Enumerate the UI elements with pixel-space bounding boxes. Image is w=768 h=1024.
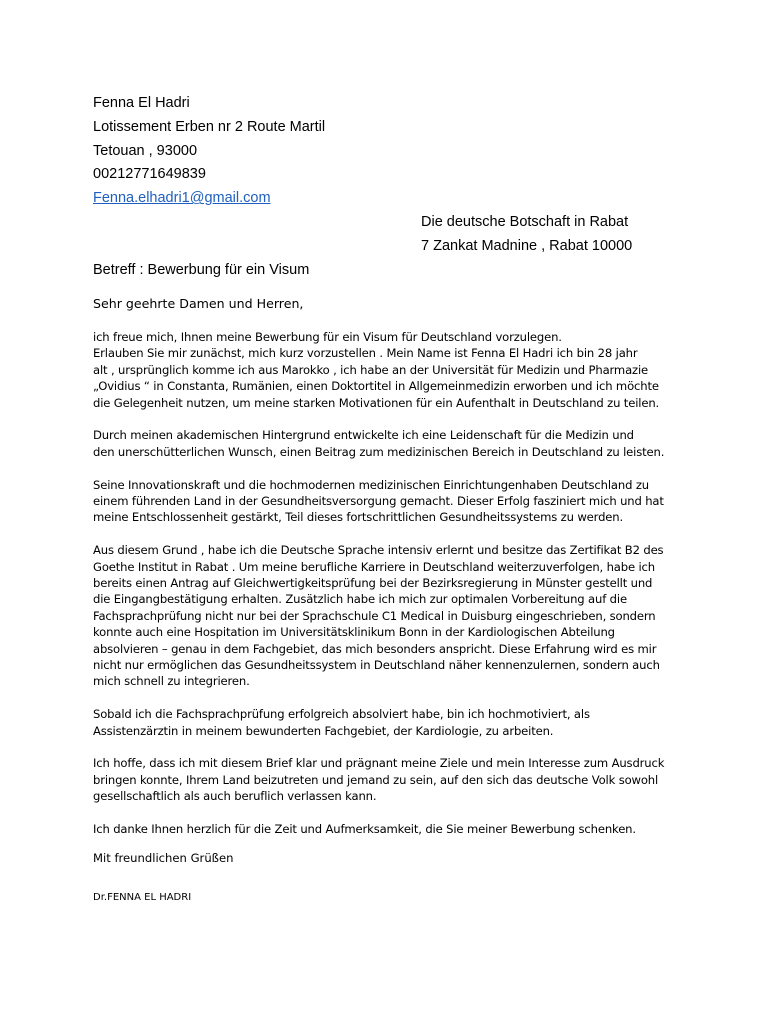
recipient-address: 7 Zankat Madnine , Rabat 10000 xyxy=(421,237,633,254)
sender-address-block xyxy=(93,92,325,211)
salutation: Sehr geehrte Damen und Herren, xyxy=(93,296,304,311)
paragraph-background: Durch meinen akademischen Hintergrund entwickelte ich eine Leidenschaft für die Medizin und den unerschütterlichen Wunsch, einen Beitrag zum medizinischen Bereich in Deutschland zu leisten. xyxy=(93,428,665,459)
recipient-address-block xyxy=(421,211,632,259)
paragraph-germany: Seine Innovationskraft und die hochmodernen medizinischen Einrichtungenhaben Deutschland zu einem führenden Land in der Gesundheitsversorgung gemacht. Dieser Erfolg fasziniert mich und hat meine Entschlossenheit gestärkt, Teil dieses fortschrittlichen Gesundheitssystems zu werden. xyxy=(93,477,664,525)
letter-body xyxy=(93,329,683,838)
sender-street: Lotissement Erben nr 2 Route Martil xyxy=(93,118,326,135)
paragraph-introduction: ich freue mich, Ihnen meine Bewerbung für ein Visum für Deutschland vorzulegen. Erlauben Sie mir zunächst, mich kurz vorzustellen . Mein Name ist Fenna El Hadri ich bin 28 jahr alt , ursprünglich komme ich aus Marokko , ich habe an der Universität für Medizin und Pharmazie „Ovidius “ in Constanta, Rumänien, einen Doktortitel in Allgemeinmedizin erworben und ich möchte die Gelegenheit nutzen, um meine starken Motivationen für ein Aufenthalt in Deutschland zu teilen. xyxy=(93,330,660,410)
sender-phone: 00212771649839 xyxy=(93,166,206,183)
sender-name: Fenna El Hadri xyxy=(93,95,190,111)
sender-email-link[interactable]: Fenna.elhadri1@gmail.com xyxy=(93,190,271,207)
closing-phrase: Mit freundlichen Grüßen xyxy=(93,851,234,865)
paragraph-hope: Ich hoffe, dass ich mit diesem Brief klar und prägnant meine Ziele und mein Interesse zum Ausdruck bringen konnte, Ihrem Land beizutreten und jemand zu sein, auf den sich das deutsche Volk sowohl gesellschaftlich als auch beruflich verlassen kann. xyxy=(93,756,665,804)
recipient-name: Die deutsche Botschaft in Rabat xyxy=(421,214,629,230)
sender-city: Tetouan , 93000 xyxy=(93,142,198,159)
paragraph-goal: Sobald ich die Fachsprachprüfung erfolgreich absolviert habe, bin ich hochmotiviert, als Assistenzärztin in meinem bewunderten Fachgebiet, der Kardiologie, zu arbeiten. xyxy=(93,707,590,738)
signature: Dr.FENNA EL HADRI xyxy=(93,892,192,903)
paragraph-preparation: Aus diesem Grund , habe ich die Deutsche Sprache intensiv erlernt und besitze das Zertifikat B2 des Goethe Institut in Rabat . Um meine berufliche Karriere in Deutschland weiterzuverfolgen, habe ich bereits einen Antrag auf Gleichwertigkeitsprüfung bei der Bezirksregierung in Münster gestellt und die Eingangbestätigung erhalten. Zusätzlich habe ich mich zur optimalen Vorbereitung auf die Fachsprachprüfung nicht nur bei der Sprachschule C1 Medical in Duisburg eingeschrieben, sondern konnte auch eine Hospitation im Universitätsklinikum Bonn in der Kardiologischen Abteilung absolvieren – genau in dem Fachgebiet, das mich besonders anspricht. Diese Erfahrung wird es mir nicht nur ermöglichen das Gesundheitssystem in Deutschland näher kennenzulernen, sondern auch mich schnell zu integrieren. xyxy=(93,543,664,689)
subject-line: Betreff : Bewerbung für ein Visum xyxy=(93,262,310,278)
paragraph-thanks: Ich danke Ihnen herzlich für die Zeit und Aufmerksamkeit, die Sie meiner Bewerbung schenken. xyxy=(93,822,636,837)
